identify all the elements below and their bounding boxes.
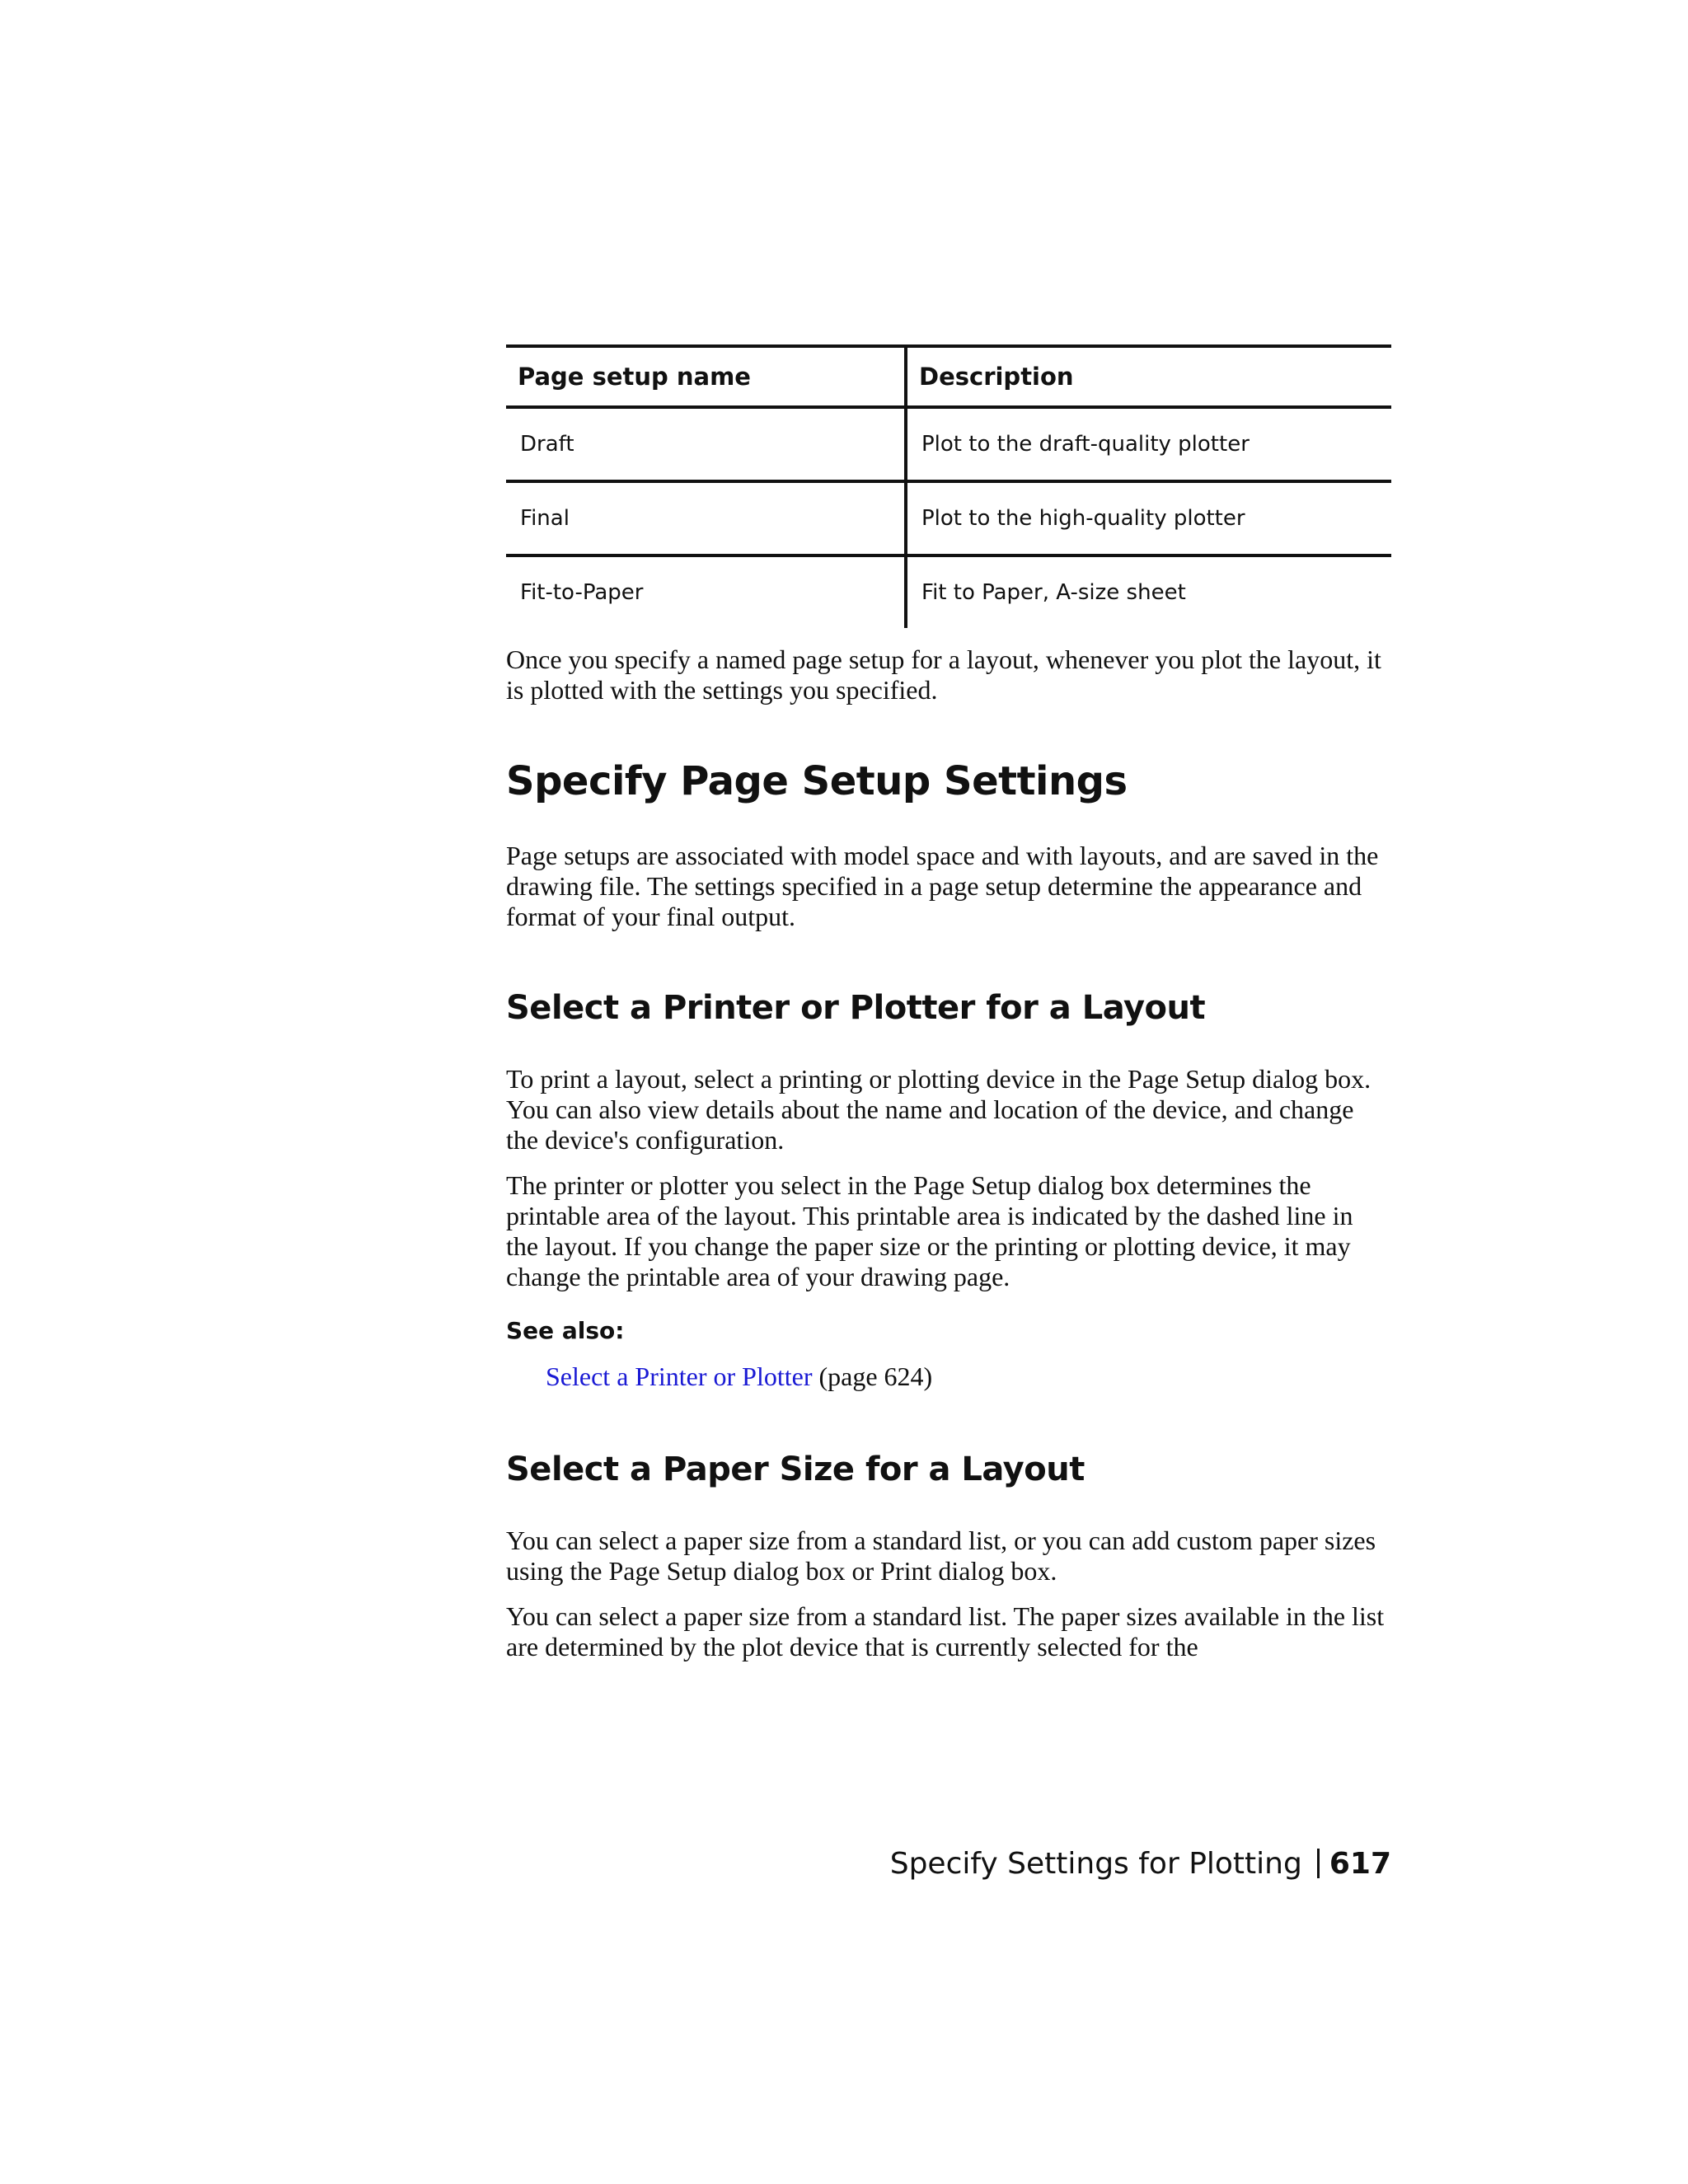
table-header-description: Description (906, 346, 1391, 407)
table-header-name: Page setup name (506, 346, 906, 407)
table-cell: Final (506, 481, 906, 555)
footer-title: Specify Settings for Plotting (889, 1847, 1302, 1881)
table-row (506, 555, 1391, 628)
footer-separator (1317, 1849, 1320, 1878)
see-also-label: See also: (506, 1317, 625, 1344)
section-heading-page-setup: Specify Page Setup Settings (506, 758, 1128, 804)
table-row (506, 481, 1391, 555)
page-setup-table (506, 344, 1391, 628)
section-paragraph: You can select a paper size from a standard list, or you can add custom paper sizes using the Page Setup dialog box or Print dialog box. (506, 1526, 1376, 1586)
section-paragraph: You can select a paper size from a standard list. The paper sizes available in the list are determined by the plot device that is currently selected for the (506, 1601, 1385, 1661)
table-cell: Plot to the high-quality plotter (906, 481, 1391, 555)
page-content (506, 344, 1391, 1662)
table-cell: Fit-to-Paper (506, 555, 906, 628)
intro-paragraph: Once you specify a named page setup for a layout, whenever you plot the layout, it is plotted with the settings you specified. (506, 644, 1381, 705)
table-cell: Plot to the draft-quality plotter (906, 407, 1391, 481)
link-page-reference: (page 624) (818, 1361, 933, 1391)
table-cell: Fit to Paper, A-size sheet (921, 580, 1186, 605)
section-heading-paper-size: Select a Paper Size for a Layout (506, 1451, 1085, 1488)
table-cell: Draft (506, 407, 906, 481)
section-paragraph: Page setups are associated with model space and with layouts, and are saved in the drawing file. The settings specified in a page setup determine the appearance and format of your final output. (506, 841, 1379, 931)
section-heading-printer: Select a Printer or Plotter for a Layout (506, 989, 1206, 1027)
see-also-entry (546, 1361, 1391, 1392)
section-paragraph: To print a layout, select a printing or plotting device in the Page Setup dialog box. You can also view details about the name and location of the device, and change the device's configuration. (506, 1064, 1372, 1155)
section-paragraph: The printer or plotter you select in the Page Setup dialog box determines the printable area of the layout. This printable area is indicated by the dashed line in the layout. If you change the paper size or the printing or plotting device, it may change the printable area of your drawing page. (506, 1170, 1353, 1291)
table-header-row (506, 346, 1391, 407)
table-row (506, 407, 1391, 481)
page-number: 617 (1329, 1847, 1391, 1881)
link-select-printer[interactable]: Select a Printer or Plotter (546, 1361, 813, 1391)
page-footer (506, 1846, 1391, 1882)
